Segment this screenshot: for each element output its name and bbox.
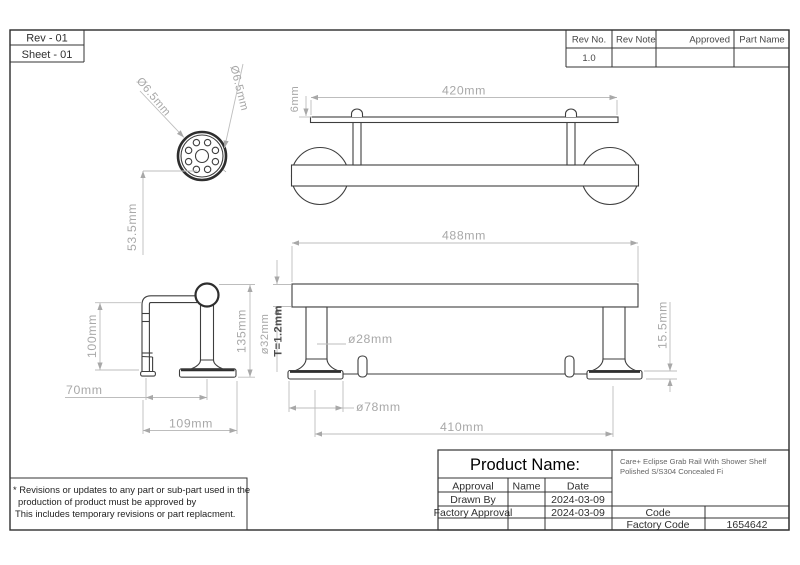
- drawn-by-label: Drawn By: [450, 494, 496, 506]
- date-header: Date: [566, 480, 590, 493]
- shelf-plan: [311, 117, 619, 123]
- post-dia-label: ø28mm: [348, 332, 393, 346]
- rail-bar: [292, 284, 638, 307]
- factory-code-label: Factory Code: [626, 519, 690, 531]
- factory-code-value: 1654642: [726, 519, 768, 531]
- rev-note-header: Rev Note: [616, 34, 656, 46]
- flange-offset-label: 53.5mm: [125, 202, 139, 252]
- title-block: [434, 450, 789, 531]
- arm-drop-label: 100mm: [85, 313, 99, 359]
- top-view: [289, 84, 639, 205]
- right-post: [587, 307, 642, 379]
- arm-offset-label: 70mm: [66, 383, 103, 397]
- wall-thickness-label: T=1.2mm: [272, 305, 285, 357]
- shelf-support-arm: [141, 296, 197, 376]
- part-name-header: Part Name: [739, 34, 785, 46]
- side-elevation-view: [259, 229, 677, 438]
- right-fixing-pin: [565, 356, 574, 377]
- code-label: Code: [645, 507, 671, 519]
- flange-front-view: [125, 64, 250, 255]
- rail-dia-label: ø32mm: [259, 313, 271, 355]
- flange-height-label: 15.5mm: [655, 300, 670, 350]
- shelf-thickness-label: 6mm: [289, 85, 301, 113]
- flange-dia-label: ø78mm: [356, 400, 401, 414]
- revision-table: [566, 30, 789, 67]
- rail-plan: [292, 165, 639, 186]
- fixing-centres-label: 410mm: [439, 420, 485, 434]
- rev-sheet-box: [10, 30, 84, 62]
- flange-outer-ring: [178, 132, 226, 180]
- overall-height-label: 135mm: [234, 308, 249, 354]
- shelf-length-label: 420mm: [441, 83, 487, 98]
- drawn-date: 2024-03-09: [551, 494, 605, 506]
- end-profile-view: [65, 284, 255, 435]
- end-profile-dimensions: [65, 285, 255, 435]
- product-description-line1: Care+ Eclipse Grab Rail With Shower Shelf: [620, 457, 767, 466]
- product-name-label: Product Name:: [469, 456, 581, 474]
- factory-date: 2024-03-09: [551, 507, 605, 519]
- approval-header: Approval: [452, 480, 494, 493]
- hole-dia-label-a: Ø6.5mm: [133, 75, 173, 119]
- rev-no-value: 1.0: [582, 53, 596, 64]
- sheet-frame: [10, 30, 789, 530]
- approved-header: Approved: [689, 34, 730, 46]
- hole-dia-label-b: Ø6.5mm: [227, 64, 251, 113]
- sheet-label: Sheet - 01: [21, 49, 73, 61]
- left-post: [288, 307, 343, 379]
- note-line-3: This includes temporary revisions or part replacment.: [15, 508, 236, 519]
- rev-label: Rev - 01: [26, 32, 68, 45]
- product-description-line2: Polished S/S304 Concealed Fi: [620, 467, 724, 476]
- notes-box: [10, 478, 250, 530]
- overall-length-label: 488mm: [441, 228, 487, 243]
- factory-approval-label: Factory Approval: [433, 507, 513, 519]
- rail-section-circle: [196, 284, 219, 307]
- left-fixing-pin: [358, 356, 367, 377]
- name-header: Name: [512, 480, 541, 493]
- note-line-1: * Revisions or updates to any part or sub-part used in the: [13, 484, 251, 495]
- note-line-2: production of product must be approved by: [18, 496, 197, 507]
- overall-depth-label: 109mm: [168, 416, 214, 431]
- rev-no-header: Rev No.: [571, 34, 607, 46]
